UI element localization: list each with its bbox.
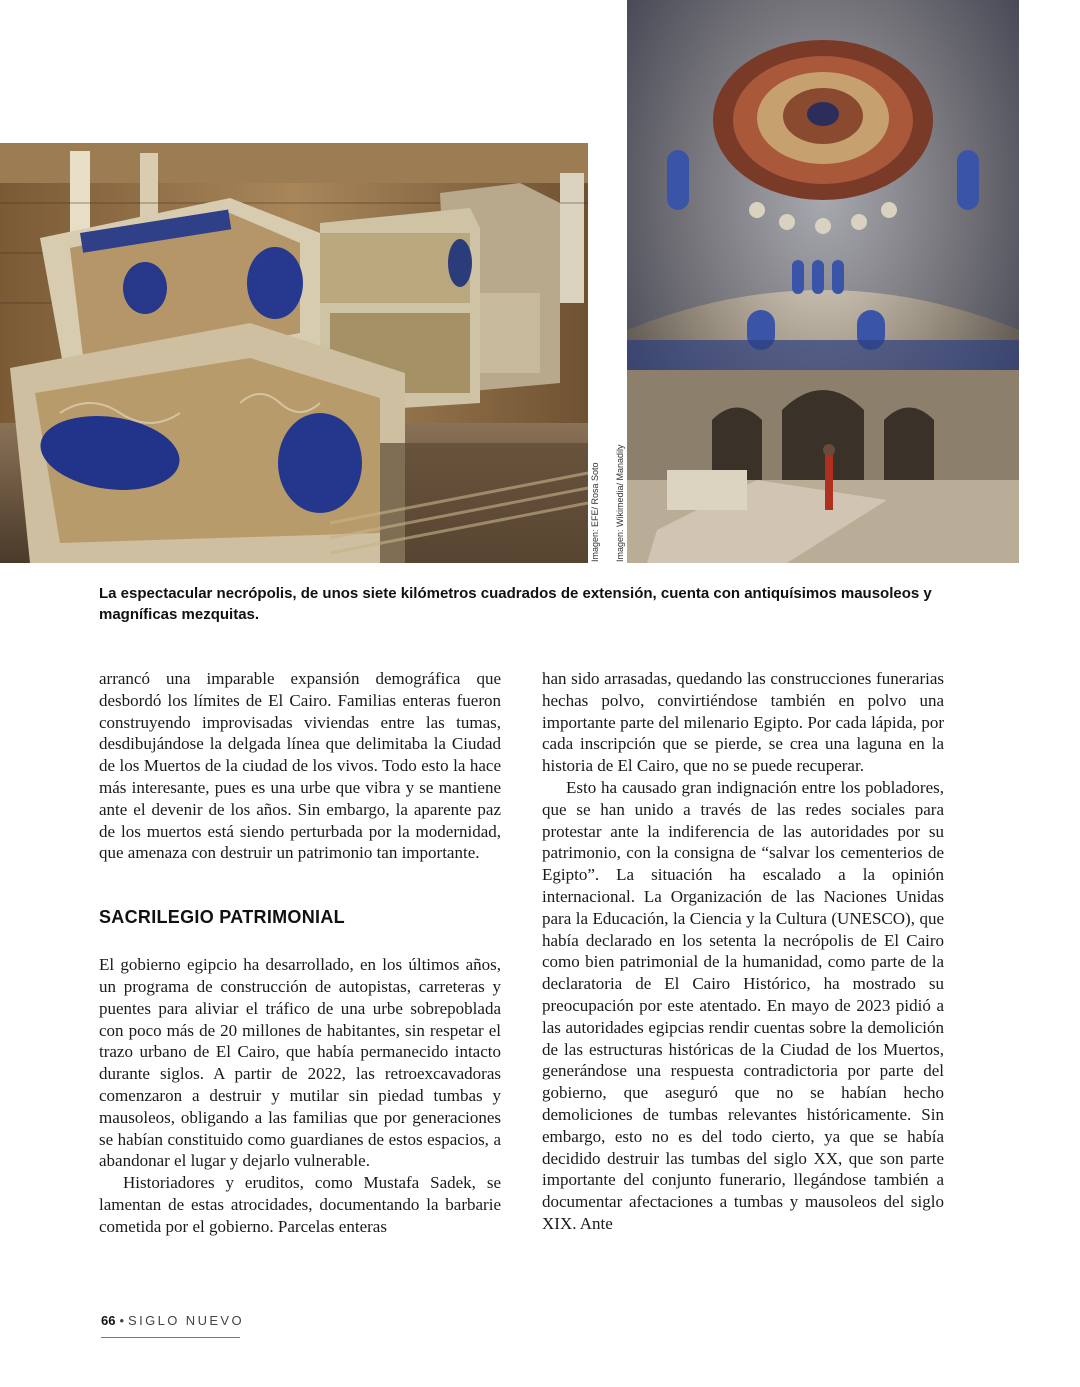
photo-caption: La espectacular necrópolis, de unos siete kilómetros cuadrados de extensión, cuenta con antiquísimos mausoleos y magníficas mezquitas. — [99, 585, 932, 623]
photo-credit-right: Imagen: Wikimedia/ Manadily — [615, 444, 625, 562]
article-column-right — [542, 668, 944, 1235]
dome-illustration — [627, 0, 1019, 563]
footer-rule — [101, 1337, 240, 1338]
tombs-illustration — [0, 143, 588, 563]
page-number: 66 — [101, 1313, 116, 1328]
paragraph: han sido arrasadas, quedando las construcciones funerarias hechas polvo, convirtiéndose también en polvo una importante parte del milenario Egipto. Por cada lápida, por cada inscripción que se pierde, se crea una laguna en la historia de El Cairo, que no se puede recuperar. — [542, 669, 944, 776]
article-column-left — [99, 668, 501, 1238]
paragraph: Esto ha causado gran indignación entre los pobladores, que se han unido a través de las redes sociales para protestar ante la indiferencia de las autoridades por su patrimonio, con la consigna de “salvar los cementerios de Egipto”. La situación ha escalado a la opinión internacional. La Organización de las Naciones Unidas para la Educación, la Ciencia y la Cultura (UNESCO), que había declarado en los setenta la necrópolis de El Cairo como bien patrimonial de la humanidad, como parte de la declaratoria de El Cairo Histórico, ha mostrado su preocupación por este atentado. En mayo de 2023 pidió a las autoridades egipcias rendir cuentas sobre la demolición de las estructuras históricas de la Ciudad de los Muertos, generándose una respuesta contradictoria por parte del gobierno, que aseguró que no se habían hecho demoliciones de tumbas relevantes históricamente. Sin embargo, esto no es del todo cierto, ya que se había decidido destruir las tumbas del siglo XX, que son parte importante del conjunto funerario, llegándose también a documentar afectaciones a tumbas y mausoleos del siglo XIX. Ante — [542, 777, 944, 1233]
magazine-name: SIGLO NUEVO — [128, 1313, 245, 1328]
paragraph: arrancó una imparable expansión demográfica que desbordó los límites de El Cairo. Familias enteras fueron construyendo improvisadas viviendas entre las tumas, desdibujándose la delgada línea que delimitaba la Ciudad de los Muertos de la ciudad de los vivos. Todo esto la hace más interesante, pues es una urbe que vibra y se mantiene ante el devenir de los años. Sin embargo, la aparente paz de los muertos está siendo perturbada por la modernidad, que amenaza con destruir un patrimonio tan importante. — [99, 669, 501, 863]
section-heading: SACRILEGIO PATRIMONIAL — [99, 907, 345, 928]
paragraph: El gobierno egipcio ha desarrollado, en los últimos años, un programa de construcción de autopistas, carreteras y puentes para aliviar el tráfico de una urbe sobrepoblada con poco más de 20 millones de habitantes, sin respetar el trazo urbano de El Cairo, que había permanecido intacto durante siglos. A partir de 2022, las retroexcavadoras comenzaron a destruir y mutilar sin piedad tumbas y mausoleos, obligando a las familias que por generaciones se habían constituido como guardianes de estos espacios, a abandonar el lugar y dejarlo vulnerable. — [99, 955, 501, 1171]
tombs-photo — [0, 143, 588, 563]
photo-credit-left: Imagen: EFE/ Rosa Soto — [590, 462, 600, 562]
dome-photo — [627, 0, 1019, 563]
footer-separator: • — [119, 1313, 125, 1328]
paragraph: Historiadores y eruditos, como Mustafa Sadek, se lamentan de estas atrocidades, documentando la barbarie cometida por el gobierno. Parcelas enteras — [99, 1173, 501, 1236]
page-footer — [101, 1313, 244, 1328]
